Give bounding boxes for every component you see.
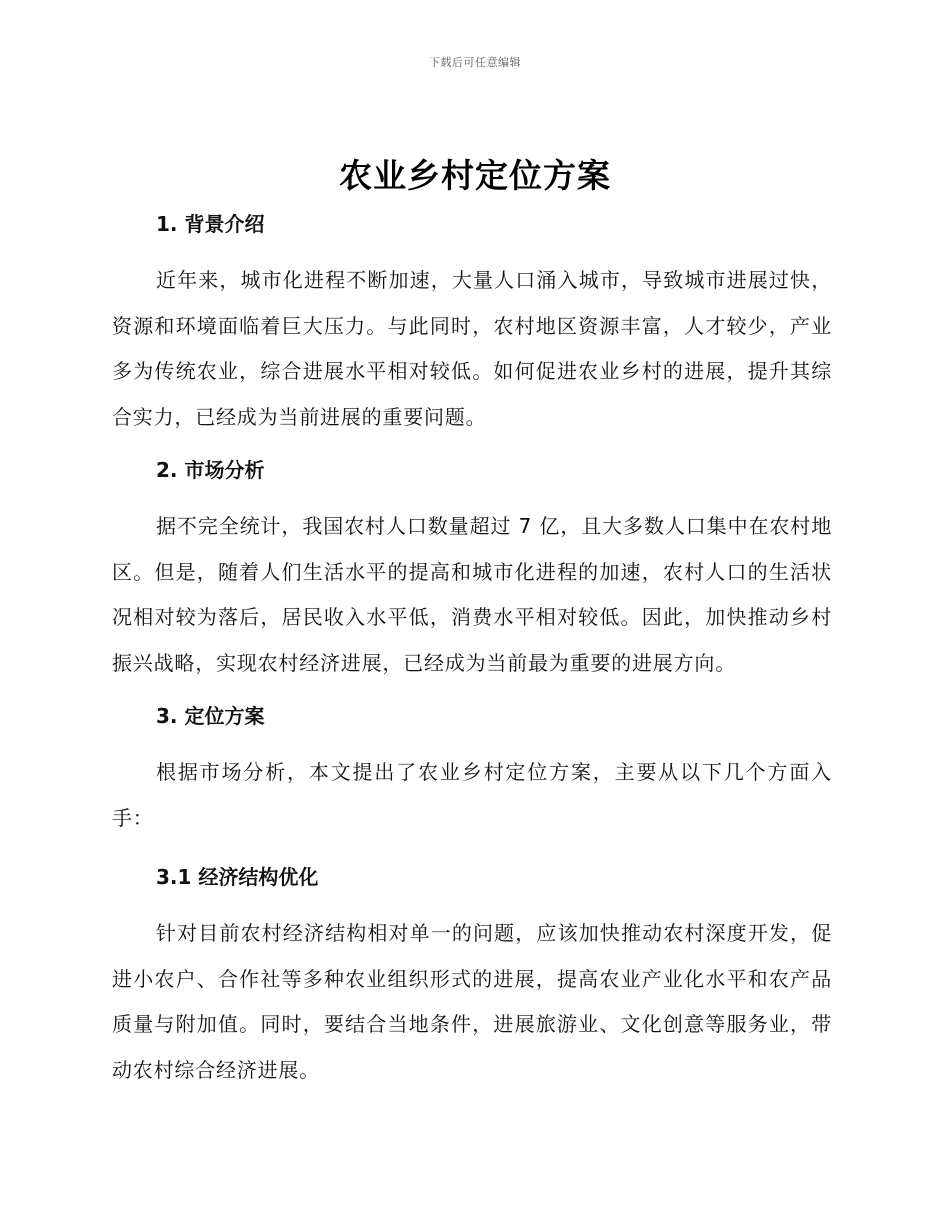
section-heading-positioning-plan: 3. 定位方案	[156, 704, 265, 728]
section-paragraph-positioning-plan: 根据市场分析，本文提出了农业乡村定位方案，主要从以下几个方面入手：	[112, 760, 832, 830]
section-heading-market-analysis: 2. 市场分析	[156, 458, 265, 482]
section-heading-background: 1. 背景介绍	[156, 212, 265, 236]
subsection-heading-economic-structure: 3.1 经济结构优化	[156, 865, 319, 889]
section-paragraph-background: 近年来，城市化进程不断加速，大量人口涌入城市，导致城市进展过快，资源和环境面临着巨大压力。与此同时，农村地区资源丰富，人才较少，产业多为传统农业，综合进展水平相对较低。如何促进农业乡村的进展，提升其综合实力，已经成为当前进展的重要问题。	[112, 268, 832, 429]
document-title: 农业乡村定位方案	[339, 156, 611, 195]
subsection-paragraph-economic-structure: 针对目前农村经济结构相对单一的问题，应该加快推动农村深度开发，促进小农户、合作社等多种农业组织形式的进展，提高农业产业化水平和农产品质量与附加值。同时，要结合当地条件，进展旅游业、文化创意等服务业，带动农村综合经济进展。	[112, 921, 832, 1082]
document-body	[112, 200, 832, 1093]
section-paragraph-market-analysis: 据不完全统计，我国农村人口数量超过 7 亿，且大多数人口集中在农村地区。但是，随着人们生活水平的提高和城市化进程的加速，农村人口的生活状况相对较为落后，居民收入水平低，消费水平相对较低。因此，加快推动乡村振兴战略，实现农村经济进展，已经成为当前最为重要的进展方向。	[112, 514, 832, 675]
header-note: 下载后可任意编辑	[429, 56, 521, 69]
